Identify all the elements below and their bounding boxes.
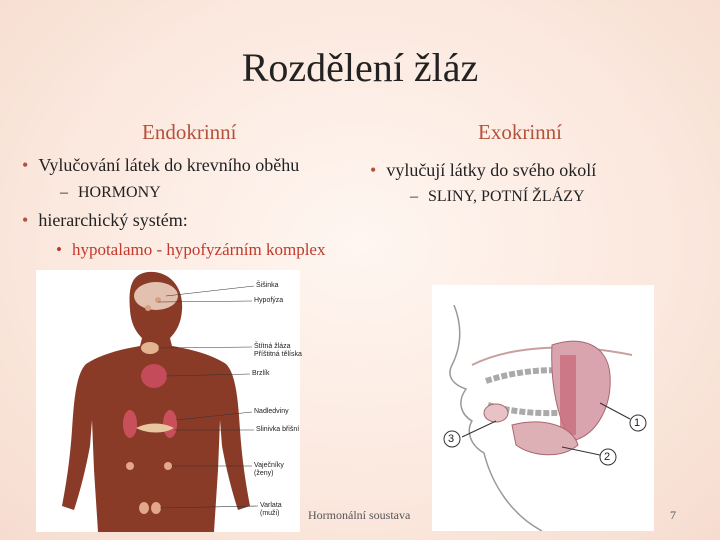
label-thymus: Brzlík [252, 370, 270, 377]
label-testes: Varlata [260, 502, 282, 509]
exocrine-bullet-1-text: vylučují látky do svého okolí [386, 160, 597, 180]
label-pineal: Šišinka [256, 282, 279, 289]
endocrine-sub-2-text: hypotalamo - hypofyzárním komplex [71, 240, 326, 259]
label-ovaries: Vaječníky [254, 462, 284, 469]
exocrine-bullet-1 [370, 160, 596, 181]
bullet-dot: • [370, 160, 377, 180]
endocrine-sub-1 [60, 184, 161, 202]
endocrine-bullet-2-text: hierarchický systém: [38, 210, 188, 230]
label-pituitary: Hypofýza [254, 297, 284, 304]
endocrine-sub-2 [56, 240, 325, 260]
endocrine-bullet-2 [22, 210, 188, 231]
salivary-glands-figure [432, 285, 654, 531]
endocrine-bullet-1-text: Vylučování látek do krevního oběhu [38, 155, 300, 175]
label-thyroid: Štítná žláza [254, 343, 291, 350]
bullet-dot-red: • [56, 240, 62, 259]
exocrine-heading: Exokrinní [478, 120, 562, 144]
footer-text: Hormonální soustava [308, 508, 411, 522]
bullet-dot: • [22, 155, 29, 175]
label-testes-note: (muži) [260, 510, 280, 517]
endocrine-glands-figure [36, 270, 300, 532]
head-cross-section-illustration [432, 285, 654, 531]
label-ovaries-note: (ženy) [254, 470, 274, 477]
label-parathyroid: Příštitná tělíska [254, 351, 302, 358]
dash-marker: – [60, 184, 68, 201]
label-adrenals: Nadledviny [254, 408, 289, 415]
endocrine-bullet-1 [22, 155, 299, 176]
bullet-dot: • [22, 210, 29, 230]
number-1: 1 [634, 417, 641, 429]
endocrine-heading: Endokrinní [142, 120, 237, 144]
dash-marker: – [410, 188, 418, 205]
exocrine-sub-1-text: SLINY, POTNÍ ŽLÁZY [428, 188, 585, 205]
body-silhouette-illustration [36, 270, 300, 532]
slide-title: Rozdělení žláz [241, 45, 479, 90]
number-3: 3 [448, 433, 455, 445]
page-number: 7 [670, 508, 676, 522]
exocrine-sub-1 [410, 188, 585, 206]
endocrine-sub-1-text: HORMONY [78, 184, 161, 201]
label-pancreas: Slinivka břišní [256, 426, 300, 433]
number-2: 2 [604, 451, 611, 463]
